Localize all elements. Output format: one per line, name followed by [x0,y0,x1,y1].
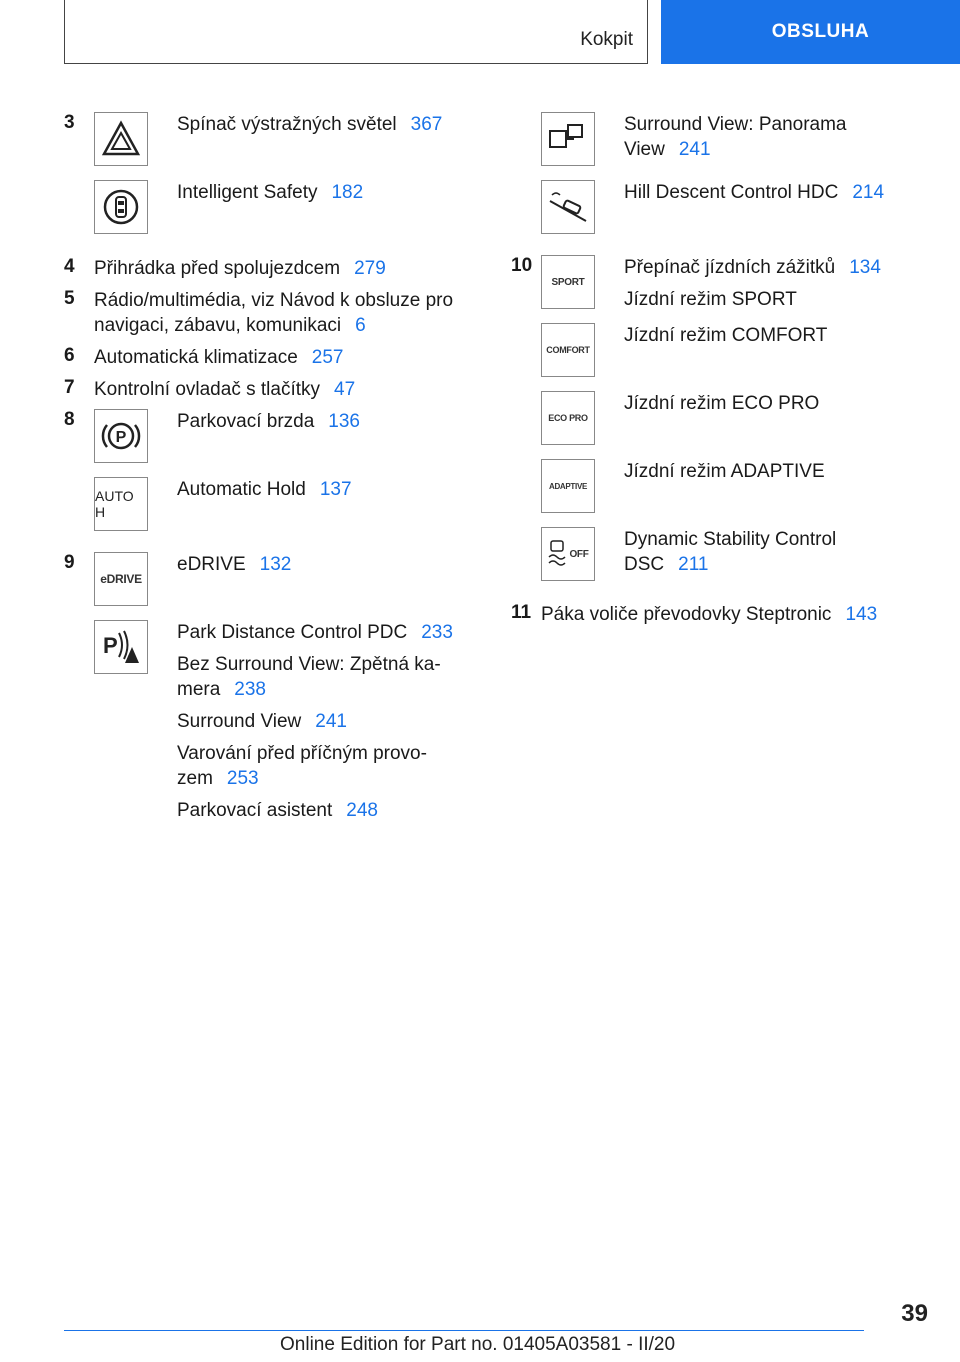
entry-4 [64,256,464,281]
entry-6 [64,345,464,370]
header-chapter-box [64,0,648,64]
hazard-warning-icon [94,112,148,166]
item-text: Rádio/multimédia, viz Návod k obsluze pro navigaci, zábavu, komunikaci [94,290,454,336]
item-text: Jízdní režim COMFORT [624,325,828,346]
entry-9 [64,552,464,830]
panorama-view-icon [541,112,595,166]
page-ref-link[interactable]: 143 [845,604,878,625]
item-text: Spínač výstražných světel [177,114,397,135]
icon-row-edrive [64,552,464,620]
footer-divider [64,1330,864,1331]
park-distance-control-icon [94,620,148,674]
icon-row-pdc [64,620,464,830]
page-ref-link[interactable]: 248 [346,800,378,821]
svg-text:P: P [115,429,127,446]
item-text: Dynamic Stability Control DSC [624,529,837,575]
hill-descent-control-icon [541,180,595,234]
right-column [511,112,931,634]
icon-row-auto-hold [64,477,464,552]
item-text: Jízdní režim SPORT [624,289,797,310]
page-ref-link[interactable]: 132 [259,554,292,575]
page-ref-link[interactable]: 257 [311,347,344,368]
page-ref-link[interactable]: 279 [354,258,386,279]
icon-row-dsc [511,527,931,602]
entry-number: 4 [64,256,75,277]
left-column [64,112,464,830]
entry-number: 10 [511,255,533,276]
dsc-off-icon [541,527,595,581]
item-text: Surround View [177,711,302,732]
header-section-tab: OBSLUHA [661,0,960,64]
icon-row-eco [511,391,931,459]
sport-icon-label: SPORT [551,276,585,288]
auto-hold-icon-label: AUTO H [95,488,134,520]
edrive-icon [94,552,148,606]
item-text: Parkovací brzda [177,411,315,432]
entry-number: 11 [511,602,532,623]
eco-icon-label: ECO PRO [548,413,588,423]
page-ref-link[interactable]: 211 [678,554,709,575]
adaptive-mode-icon [541,459,595,513]
page-ref-link[interactable]: 253 [226,768,259,789]
entry-number: 6 [64,345,75,366]
parking-brake-icon [94,409,148,463]
icon-row-hazard [64,112,464,180]
item-text: Surround View: Panorama View [624,114,847,160]
item-text: Přepínač jízdních zážitků [624,257,836,278]
icon-row-sport [511,255,931,323]
entry-number: 3 [64,112,75,133]
entry-8 [64,409,464,552]
entry-3 [64,112,464,256]
intelligent-safety-icon [94,180,148,234]
item-text: Kontrolní ovladač s tlačítky [94,379,320,400]
page-ref-link[interactable]: 367 [410,114,443,135]
svg-text:P: P [103,633,118,658]
page-ref-link[interactable]: 182 [331,182,364,203]
icon-row-hdc [511,180,931,255]
item-text: Přihrádka před spolujezdcem [94,258,341,279]
adaptive-icon-label: ADAPTIVE [548,481,588,491]
item-text: Bez Surround View: Zpětná ka-mera [177,654,441,700]
entry-number: 7 [64,377,75,398]
page-number: 39 [901,1300,928,1327]
item-text: eDRIVE [177,554,246,575]
edrive-icon-label: eDRIVE [100,572,142,586]
dsc-icon-label: OFF [569,548,589,560]
item-text: Páka voliče převodovky Steptronic [541,604,832,625]
item-text: Hill Descent Control HDC [624,182,839,203]
item-text: Intelligent Safety [177,182,318,203]
entry-5 [64,288,464,338]
page-ref-link[interactable]: 238 [234,679,266,700]
page-ref-link[interactable]: 6 [355,315,366,336]
icon-row-panorama [511,112,931,180]
page-ref-link[interactable]: 136 [328,411,360,432]
comfort-icon-label: COMFORT [546,345,590,355]
entry-number: 8 [64,409,75,430]
page-ref-link[interactable]: 233 [421,622,453,643]
page-ref-link[interactable]: 214 [852,182,885,203]
item-text: Parkovací asistent [177,800,333,821]
eco-pro-mode-icon [541,391,595,445]
icon-row-adaptive [511,459,931,527]
item-text: Automatická klimatizace [94,347,298,368]
icon-row-intelligent-safety [64,180,464,256]
auto-hold-icon [94,477,148,531]
entry-number: 5 [64,288,75,309]
footer-edition: Online Edition for Part no. 01405A03581 - II/20 [280,1334,676,1355]
entry-7 [64,377,464,402]
page-ref-link[interactable]: 134 [849,257,881,278]
entry-10 [511,255,931,602]
item-text: Jízdní režim ECO PRO [624,393,820,414]
icon-row-parking-brake [64,409,464,477]
page-ref-link[interactable]: 241 [315,711,347,732]
header-chapter: Kokpit [580,29,633,50]
page-ref-link[interactable]: 47 [334,379,356,400]
page-ref-link[interactable]: 137 [319,479,352,500]
sport-mode-icon [541,255,595,309]
entry-number: 9 [64,552,75,573]
item-text: Park Distance Control PDC [177,622,408,643]
item-text: Jízdní režim ADAPTIVE [624,461,825,482]
item-text: Varování před příčným provo-zem [177,743,427,789]
entry-surround-view [511,112,931,255]
item-text: Automatic Hold [177,479,306,500]
comfort-mode-icon [541,323,595,377]
entry-11 [511,602,931,627]
icon-row-comfort [511,323,931,391]
page-ref-link[interactable]: 241 [678,139,711,160]
